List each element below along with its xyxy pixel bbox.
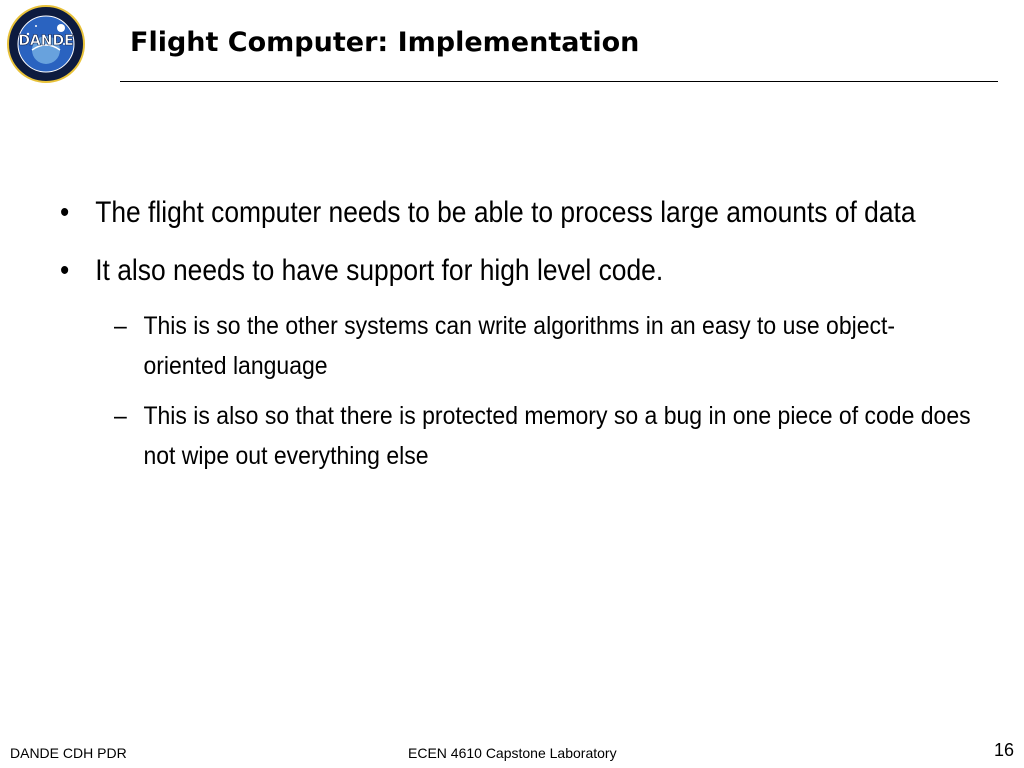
footer-left-text: DANDE CDH PDR bbox=[10, 745, 127, 761]
bullet-text: It also needs to have support for high level code. bbox=[95, 254, 664, 287]
mission-logo-icon bbox=[6, 4, 86, 84]
sub-bullet-item bbox=[114, 396, 971, 476]
bullet-mark: • bbox=[60, 196, 70, 229]
bullet-item bbox=[60, 190, 984, 236]
bullet-item bbox=[60, 248, 984, 294]
sub-bullet-text: This is so the other systems can write algorithms in an easy to use object-oriented language bbox=[143, 312, 896, 380]
sub-bullet-item bbox=[114, 306, 971, 386]
bullet-mark: • bbox=[60, 254, 70, 287]
sub-bullet-text: This is also so that there is protected memory so a bug in one piece of code does not wipe out everything else bbox=[143, 402, 971, 470]
footer-center-text: ECEN 4610 Capstone Laboratory bbox=[408, 745, 617, 761]
dande-logo-graphic bbox=[6, 4, 86, 84]
sub-bullet-mark: – bbox=[114, 312, 127, 340]
title-divider bbox=[120, 81, 998, 82]
logo-text: DANDE bbox=[18, 33, 74, 49]
slide-title: Flight Computer: Implementation bbox=[130, 27, 640, 58]
slide-content bbox=[60, 190, 1000, 486]
sub-bullet-mark: – bbox=[114, 402, 127, 430]
bullet-text: The flight computer needs to be able to process large amounts of data bbox=[95, 196, 916, 229]
page-number: 16 bbox=[993, 740, 1014, 760]
